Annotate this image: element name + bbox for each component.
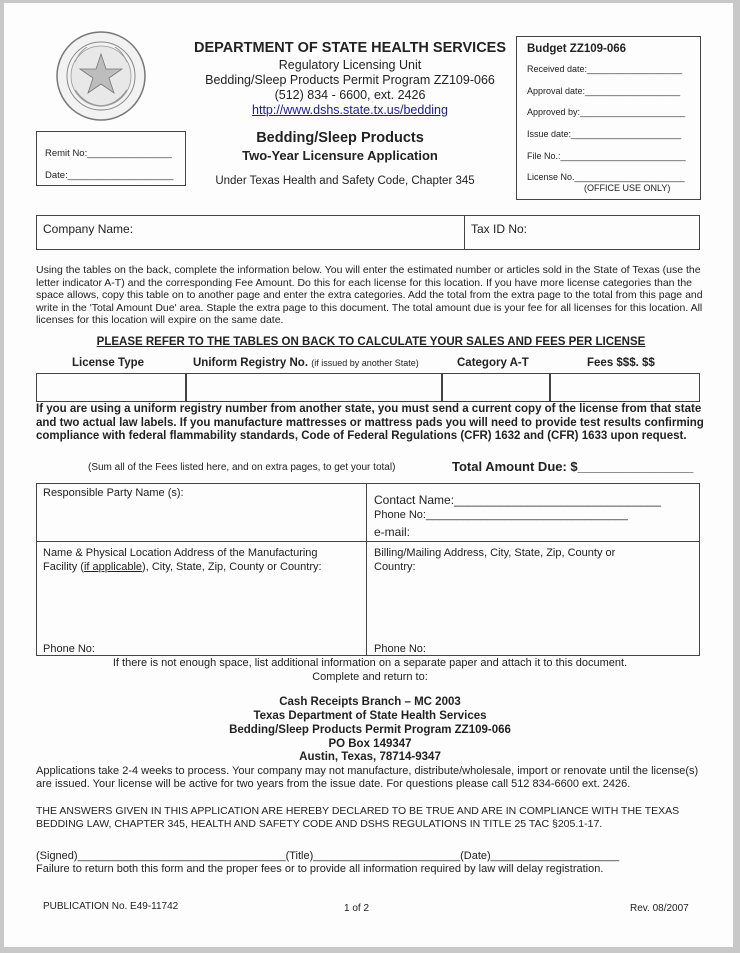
contact-name-field[interactable]: Contact Name:_______________________________	[374, 493, 661, 507]
license-type-header: License Type	[72, 357, 145, 369]
remit-date-field[interactable]: Date:____________________	[45, 170, 174, 181]
statute-reference: Under Texas Health and Safety Code, Chapter 345	[215, 175, 475, 187]
fees-header: Fees $$$. $$	[587, 357, 655, 369]
tax-id-label: Tax ID No:	[471, 222, 528, 236]
phone-number: (512) 834 - 6600, ext. 2426	[274, 88, 426, 102]
address-line-5: Austin, Texas, 78714-9347	[299, 751, 441, 763]
signature-line[interactable]: (Signed)__________________________________(Title)________________________(Date)_____________________	[36, 850, 620, 862]
company-name-field[interactable]	[36, 215, 465, 250]
revision-date: Rev. 08/2007	[630, 903, 689, 914]
billing-phone-field[interactable]: Phone No:	[374, 643, 426, 655]
party-grid-horizontal-divider	[36, 541, 700, 542]
billing-address-label-line2: Country:	[374, 561, 416, 573]
facility-address-label-line2: Facility (if applicable), City, State, Zip, County or Country:	[43, 561, 322, 573]
address-line-1: Cash Receipts Branch – MC 2003	[279, 696, 461, 708]
office-use-box	[516, 36, 701, 200]
texas-seal-logo	[55, 30, 147, 122]
received-date-field[interactable]: Received date:___________________	[527, 64, 683, 74]
department-name: DEPARTMENT OF STATE HEALTH SERVICES	[193, 40, 507, 56]
total-amount-due-field[interactable]: Total Amount Due: $________________	[452, 459, 694, 474]
registry-number-header: Uniform Registry No. (if issued by another State)	[193, 357, 419, 369]
company-name-label: Company Name:	[43, 222, 134, 236]
complete-and-return-label: Complete and return to:	[312, 671, 428, 683]
processing-info: Applications take 2-4 weeks to process. Your company may not manufacture, distribute/wholesale, import or renovate until the license(s) are issued. Your license will be active for two years from the issue date. For questions please call 512 834-6600 ext. 2426.	[36, 765, 699, 790]
sum-note: (Sum all of the Fees listed here, and on extra pages, to get your total)	[88, 462, 396, 473]
party-grid-vertical-divider	[366, 483, 367, 656]
category-input[interactable]	[442, 373, 550, 402]
space-note: If there is not enough space, list additional information on a separate paper and attach it to this document.	[112, 657, 628, 669]
registry-number-input[interactable]	[186, 373, 442, 402]
budget-code: Budget ZZ109-066	[527, 43, 627, 55]
facility-phone-field[interactable]: Phone No:	[43, 643, 95, 655]
billing-address-label: Billing/Mailing Address, City, State, Zip, County or	[374, 547, 616, 559]
approval-date-field[interactable]: Approval date:___________________	[527, 86, 681, 96]
responsible-party-label[interactable]: Responsible Party Name (s):	[43, 487, 184, 499]
address-line-2: Texas Department of State Health Services	[253, 710, 487, 722]
website-link[interactable]: http://www.dshs.state.tx.us/bedding	[252, 103, 448, 117]
form-title: Bedding/Sleep Products	[256, 130, 424, 146]
instructions-paragraph: Using the tables on the back, complete the information below. You will enter the estimated number or articles sold in the State of Texas (use the letter indicator A-T) and the corresponding Fee Amount. Do this for each license for this location. If you have more license categories than the space allows, copy this table on to another page and enter the extra categories. Add the total from the extra page to the total from this page and write in the 'Total Amount Due' area. Staple the extra page to this document. The total amount due is your fee for all licenses for this location. All licenses for this location will expire on the same date.	[36, 264, 703, 326]
remit-box	[36, 131, 186, 186]
tax-id-field[interactable]	[464, 215, 700, 250]
office-use-only-label: (OFFICE USE ONLY)	[584, 183, 671, 193]
failure-notice: Failure to return both this form and the proper fees or to provide all information required by law will delay registration.	[36, 863, 604, 875]
facility-address-label: Name & Physical Location Address of the Manufacturing	[43, 547, 318, 559]
page-number: 1 of 2	[344, 903, 370, 914]
file-number-field[interactable]: File No.:_________________________	[527, 151, 686, 161]
category-header: Category A-T	[457, 357, 529, 369]
unit-name: Regulatory Licensing Unit	[278, 58, 422, 72]
contact-phone-field[interactable]: Phone No:_________________________________	[374, 509, 628, 521]
remit-number-field[interactable]: Remit No:________________	[45, 148, 172, 159]
registry-warning: If you are using a uniform registry number from another state, you must send a current copy of the license from that state and two actual law labels. If you manufacture mattresses or mattress pads you will need to provide test results confirming compliance with federal flammability standards, Code of Federal Regulations (CFR) 1632 and (CFR) 1633 upon request.	[36, 403, 704, 442]
email-field[interactable]: e-mail:	[374, 525, 411, 539]
publication-number: PUBLICATION No. E49-11742	[43, 901, 179, 912]
license-type-input[interactable]	[36, 373, 186, 402]
address-line-3: Bedding/Sleep Products Permit Program ZZ109-066	[229, 724, 511, 736]
issue-date-field[interactable]: Issue date:______________________	[527, 129, 682, 139]
declaration-statement: THE ANSWERS GIVEN IN THIS APPLICATION ARE HEREBY DECLARED TO BE TRUE AND ARE IN COMPLIANCE WITH THE TEXAS BEDDING LAW, CHAPTER 345, HEALTH AND SAFETY CODE AND DSHS REGULATIONS IN TITLE 25 TAC §205.1-17.	[36, 805, 680, 830]
fees-input[interactable]	[550, 373, 700, 402]
approved-by-field[interactable]: Approved by:_____________________	[527, 107, 686, 117]
form-subtitle: Two-Year Licensure Application	[242, 148, 438, 163]
address-line-4: PO Box 149347	[328, 738, 412, 750]
program-name: Bedding/Sleep Products Permit Program ZZ109-066	[205, 73, 495, 87]
license-number-field[interactable]: License No.______________________	[527, 172, 685, 182]
refer-heading: PLEASE REFER TO THE TABLES ON BACK TO CALCULATE YOUR SALES AND FEES PER LICENSE	[96, 336, 646, 348]
